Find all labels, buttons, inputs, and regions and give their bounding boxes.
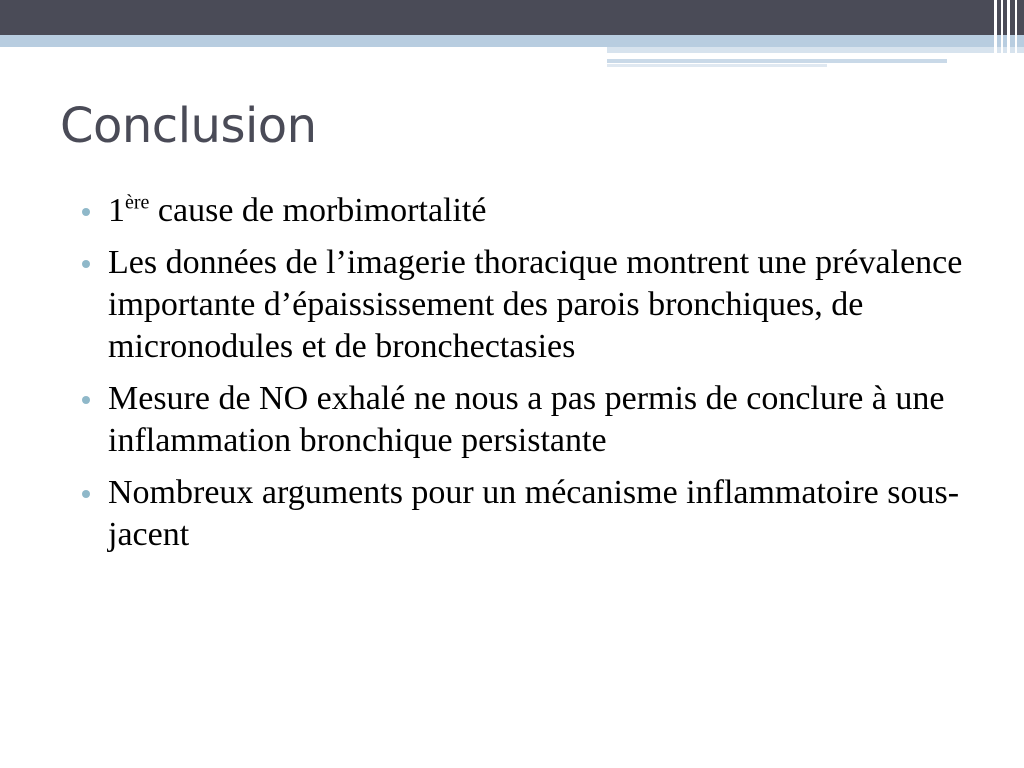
bullet-text: Nombreux arguments pour un mécanisme inflammatoire sous-jacent (108, 474, 960, 553)
bullet-icon (82, 260, 90, 268)
list-item (78, 378, 978, 462)
header-edge-stripes (990, 0, 1024, 68)
bullet-icon (82, 396, 90, 404)
bullet-text-prefix: 1 (108, 192, 125, 229)
header-band-dark (0, 0, 1024, 35)
header-accent-line (607, 59, 947, 63)
bullet-list (78, 190, 978, 566)
bullet-icon (82, 490, 90, 498)
bullet-text: Les données de l’imagerie thoracique montrent une prévalence importante d’épaississement des parois bronchiques, de micronodules et de bronchectasies (108, 244, 963, 365)
list-item (78, 242, 978, 368)
bullet-text: Mesure de NO exhalé ne nous a pas permis de conclure à une inflammation bronchique persistante (108, 380, 945, 459)
header-accent-line (607, 64, 827, 67)
page-title: Conclusion (60, 98, 317, 154)
bullet-icon (82, 208, 90, 216)
list-item (78, 190, 978, 232)
bullet-text: cause de morbimortalité (149, 192, 487, 229)
list-item (78, 472, 978, 556)
bullet-text-superscript: ère (125, 191, 150, 214)
header-band-light (0, 35, 1024, 47)
header-accent-line (607, 47, 1024, 53)
